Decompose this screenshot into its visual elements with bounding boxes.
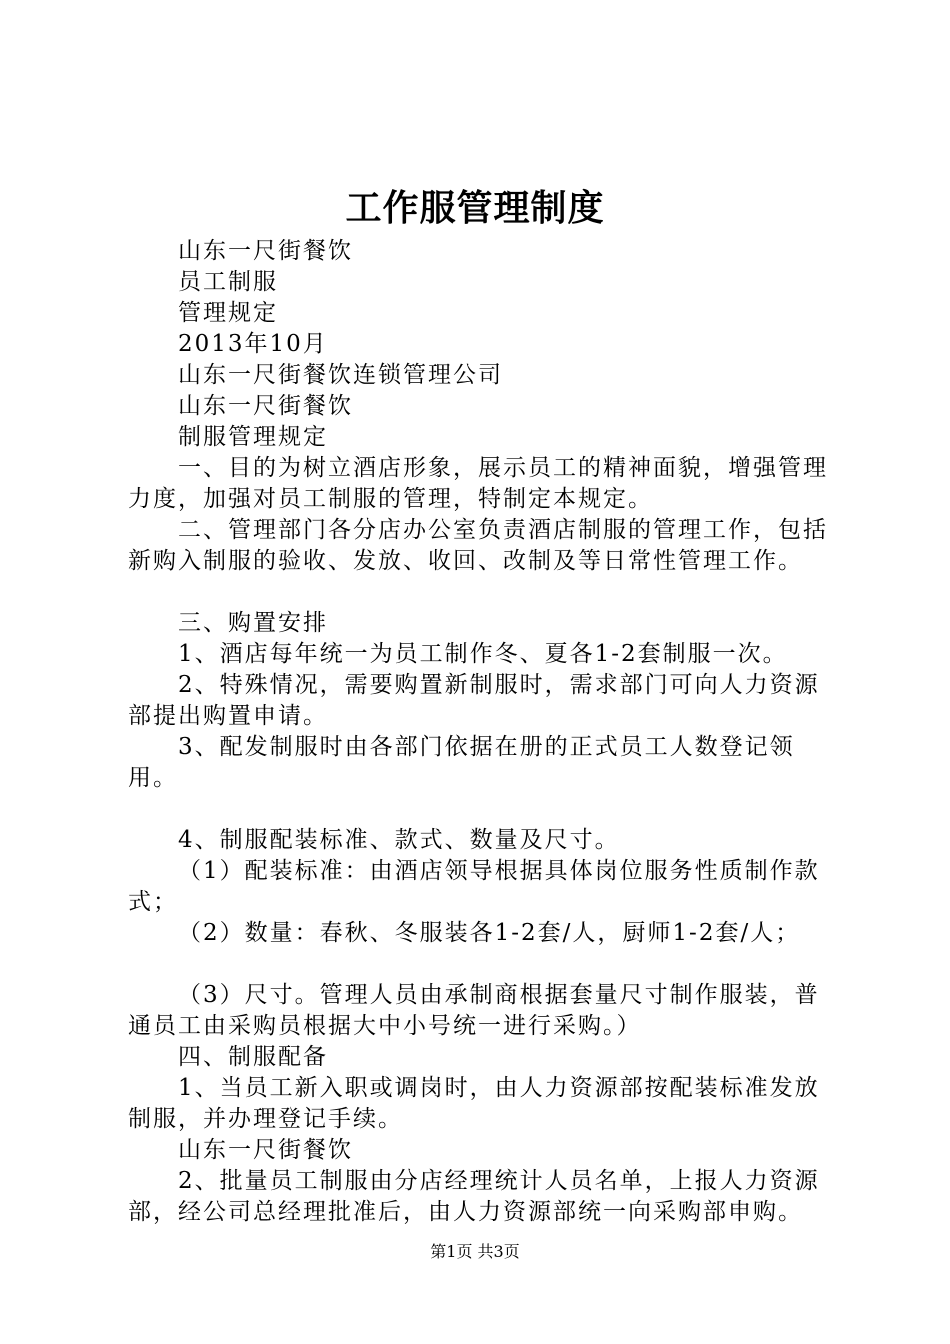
company-name: 山东一尺街餐饮 [178, 1137, 353, 1163]
subject-line: 管理规定 [178, 300, 278, 326]
paragraph: 2、特殊情况，需要购置新制服时，需求部门可向人力资源部提出购置申请。 [128, 672, 820, 729]
paragraph: 1、当员工新入职或调岗时，由人力资源部按配装标准发放制服，并办理登记手续。 [128, 1075, 820, 1132]
page-footer: 第1页 共3页 [430, 1242, 520, 1261]
blank-line [128, 949, 838, 980]
blank-line [128, 794, 838, 825]
paragraph: （2）数量：春秋、冬服装各1-2套/人，厨师1-2套/人； [178, 920, 801, 946]
paragraph: 2、批量员工制服由分店经理统计人员名单，上报人力资源部，经公司总经理批准后，由人力资源部统一向采购部申购。 [128, 1168, 820, 1225]
paragraph: 1、酒店每年统一为员工制作冬、夏各1-2套制服一次。 [178, 641, 788, 667]
subject-line: 员工制服 [178, 269, 278, 295]
company-name: 山东一尺街餐饮 [178, 238, 353, 264]
paragraph: 一、目的为树立酒店形象，展示员工的精神面貌，增强管理力度，加强对员工制服的管理，特制定本规定。 [128, 455, 828, 512]
date-line: 2013年10月 [178, 331, 328, 357]
paragraph: 3、配发制服时由各部门依据在册的正式员工人数登记领用。 [128, 734, 795, 791]
section-heading: 制服管理规定 [178, 424, 328, 450]
company-name: 山东一尺街餐饮 [178, 393, 353, 419]
paragraph: 二、管理部门各分店办公室负责酒店制服的管理工作，包括新购入制服的验收、发放、收回、改制及等日常性管理工作。 [128, 517, 828, 574]
company-full-name: 山东一尺街餐饮连锁管理公司 [178, 362, 503, 388]
section-heading: 四、制服配备 [178, 1044, 328, 1070]
blank-line [128, 577, 838, 608]
document-body [128, 236, 838, 1228]
paragraph: （3）尺寸。管理人员由承制商根据套量尺寸制作服装，普通员工由采购员根据大中小号统一进行采购。） [128, 982, 820, 1039]
document-title: 工作服管理制度 [345, 187, 605, 229]
paragraph: 4、制服配装标准、款式、数量及尺寸。 [178, 827, 620, 853]
paragraph: （1）配装标准：由酒店领导根据具体岗位服务性质制作款式； [128, 858, 820, 915]
section-heading: 三、购置安排 [178, 610, 328, 636]
